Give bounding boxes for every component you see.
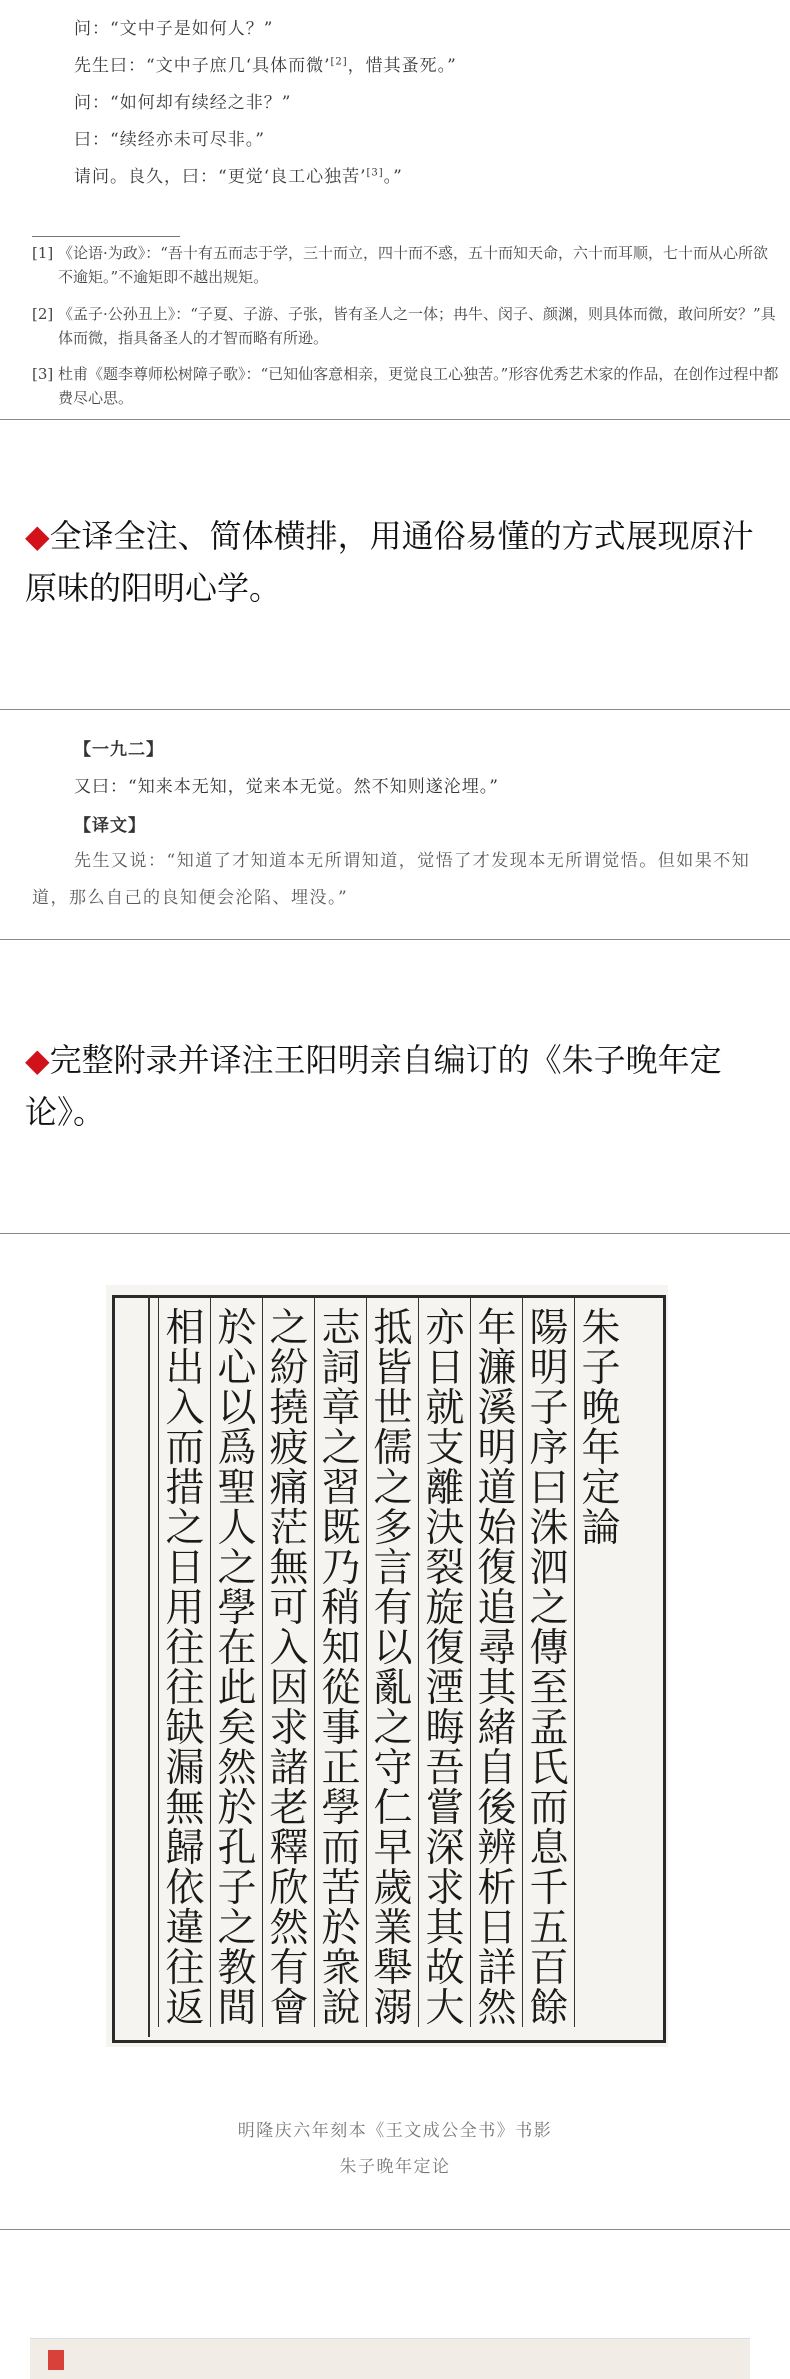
scan-character: 措 bbox=[165, 1466, 205, 1511]
scan-character: 孔 bbox=[217, 1826, 257, 1871]
scan-character: 衆 bbox=[321, 1946, 361, 1991]
scan-character: 追 bbox=[477, 1586, 517, 1631]
scan-character: 言 bbox=[373, 1546, 413, 1591]
scan-character: 至 bbox=[529, 1666, 569, 1711]
scan-character: 裂 bbox=[425, 1546, 465, 1591]
scan-character: 尋 bbox=[477, 1626, 517, 1671]
scan-character: 矣 bbox=[217, 1706, 257, 1751]
scan-character: 茫 bbox=[269, 1506, 309, 1551]
scan-character: 於 bbox=[321, 1906, 361, 1951]
scan-character: 決 bbox=[425, 1506, 465, 1551]
dialogue-line-2 bbox=[74, 51, 457, 76]
dialogue-text: 先生曰：“文中子庶几‘具体而微’ bbox=[74, 56, 331, 76]
scan-character: 知 bbox=[321, 1626, 361, 1671]
scan-character: 正 bbox=[321, 1746, 361, 1791]
scan-text-column bbox=[470, 1297, 523, 2031]
scan-text-column bbox=[418, 1297, 471, 2031]
scan-character: 用 bbox=[165, 1586, 205, 1631]
scan-character: 違 bbox=[165, 1906, 205, 1951]
footnote-ref[interactable]: [3] bbox=[366, 167, 384, 179]
footnote-text: 杜甫《题李尊师松树障子歌》：“已知仙客意相亲，更觉良工心独苦。”形容优秀艺术家的作品，在创作过程中都费尽心思。 bbox=[58, 365, 779, 407]
dialogue-text: 问：“如何却有续经之非？” bbox=[74, 93, 292, 113]
scan-character: 漏 bbox=[165, 1746, 205, 1791]
footnote-text: 《论语·为政》：“吾十有五而志于学，三十而立，四十而不惑，五十而知天命，六十而耳顺，七十而从心所欲不逾矩。”不逾矩即不越出规矩。 bbox=[58, 244, 768, 286]
scan-character: 之 bbox=[217, 1546, 257, 1591]
scan-character: 往 bbox=[165, 1666, 205, 1711]
section-divider bbox=[0, 1233, 790, 1234]
scan-character: 缺 bbox=[165, 1706, 205, 1751]
scan-character: 多 bbox=[373, 1506, 413, 1551]
scan-character: 之 bbox=[529, 1586, 569, 1631]
scan-character: 人 bbox=[217, 1506, 257, 1551]
scan-character: 溺 bbox=[373, 1986, 413, 2031]
scan-character: 間 bbox=[217, 1986, 257, 2031]
scan-character: 道 bbox=[477, 1466, 517, 1511]
scan-character: 氏 bbox=[529, 1746, 569, 1791]
scan-character: 欣 bbox=[269, 1866, 309, 1911]
scan-character: 日 bbox=[165, 1546, 205, 1591]
scan-character: 因 bbox=[269, 1666, 309, 1711]
feature-text: 完整附录并译注王阳明亲自编订的《朱子晚年定论》。 bbox=[25, 1041, 722, 1131]
scan-character: 日 bbox=[425, 1346, 465, 1391]
scan-character: 湮 bbox=[425, 1666, 465, 1711]
dialogue-line-4 bbox=[74, 125, 265, 150]
scan-character: 息 bbox=[529, 1826, 569, 1871]
scan-character: 傳 bbox=[529, 1626, 569, 1671]
scan-character: 復 bbox=[425, 1626, 465, 1671]
entry-original-text: 又曰：“知来本无知，觉来本无觉。然不知则遂沦埋。” bbox=[74, 777, 499, 797]
section-divider bbox=[0, 939, 790, 940]
scan-character: 老 bbox=[269, 1786, 309, 1831]
scan-character: 辨 bbox=[477, 1826, 517, 1871]
scan-character: 百 bbox=[529, 1946, 569, 1991]
scan-character: 志 bbox=[321, 1306, 361, 1351]
scan-character: 朱 bbox=[581, 1306, 621, 1351]
scan-character: 定 bbox=[581, 1466, 621, 1511]
scan-character: 子 bbox=[529, 1386, 569, 1431]
scan-character: 其 bbox=[425, 1906, 465, 1951]
scan-character: 子 bbox=[217, 1866, 257, 1911]
scan-text-column bbox=[262, 1297, 315, 2031]
scan-character: 亦 bbox=[425, 1306, 465, 1351]
footnote-1 bbox=[32, 241, 780, 289]
footnote-divider bbox=[32, 236, 180, 237]
scan-character: 入 bbox=[165, 1386, 205, 1431]
scan-character: 其 bbox=[477, 1666, 517, 1711]
scan-character: 苦 bbox=[321, 1866, 361, 1911]
dialogue-text-after: ，惜其蚤死。” bbox=[347, 56, 457, 76]
scan-character: 稍 bbox=[321, 1586, 361, 1631]
scan-character: 聖 bbox=[217, 1466, 257, 1511]
scan-character: 可 bbox=[269, 1586, 309, 1631]
scan-character: 世 bbox=[373, 1386, 413, 1431]
scan-character: 往 bbox=[165, 1626, 205, 1671]
scan-character: 然 bbox=[477, 1986, 517, 2031]
scan-title-column bbox=[574, 1297, 627, 2027]
scan-character: 之 bbox=[321, 1426, 361, 1471]
scan-character: 返 bbox=[165, 1986, 205, 2031]
scan-character: 從 bbox=[321, 1666, 361, 1711]
feature-banner-1 bbox=[25, 510, 770, 614]
dialogue-line-5 bbox=[74, 162, 403, 187]
scan-text-column bbox=[522, 1297, 575, 2031]
scan-character: 釋 bbox=[269, 1826, 309, 1871]
image-subcaption: 朱子晚年定论 bbox=[339, 2157, 451, 2177]
scan-character: 序 bbox=[529, 1426, 569, 1471]
scan-character: 子 bbox=[581, 1346, 621, 1391]
scan-character: 舉 bbox=[373, 1946, 413, 1991]
scan-character: 支 bbox=[425, 1426, 465, 1471]
scan-character: 守 bbox=[373, 1746, 413, 1791]
scan-character: 陽 bbox=[529, 1306, 569, 1351]
scan-character: 皆 bbox=[373, 1346, 413, 1391]
section-divider bbox=[0, 419, 790, 420]
scan-character: 濂 bbox=[477, 1346, 517, 1391]
footnote-ref[interactable]: [2] bbox=[330, 56, 348, 68]
scan-character: 紛 bbox=[269, 1346, 309, 1391]
scan-character: 無 bbox=[165, 1786, 205, 1831]
scan-character: 依 bbox=[165, 1866, 205, 1911]
scan-character: 以 bbox=[373, 1626, 413, 1671]
page-margin bbox=[112, 1295, 150, 2037]
diamond-icon: ◆ bbox=[25, 1041, 50, 1079]
scan-character: 後 bbox=[477, 1786, 517, 1831]
book-page-scan bbox=[106, 1285, 668, 2047]
scan-character: 亂 bbox=[373, 1666, 413, 1711]
scan-character: 日 bbox=[477, 1906, 517, 1951]
scan-character: 往 bbox=[165, 1946, 205, 1991]
scan-character: 然 bbox=[269, 1906, 309, 1951]
scan-text-column bbox=[366, 1297, 419, 2031]
scan-character: 歸 bbox=[165, 1826, 205, 1871]
scan-character: 析 bbox=[477, 1866, 517, 1911]
footnote-3 bbox=[32, 362, 780, 410]
dialogue-text: 请问。良久，曰：“更觉‘良工心独苦’ bbox=[74, 167, 367, 187]
section-divider bbox=[0, 2229, 790, 2230]
scan-character: 溪 bbox=[477, 1386, 517, 1431]
scan-character: 晦 bbox=[425, 1706, 465, 1751]
scan-character: 有 bbox=[269, 1946, 309, 1991]
scan-character: 入 bbox=[269, 1626, 309, 1671]
scan-character: 相 bbox=[165, 1306, 205, 1351]
scan-character: 而 bbox=[529, 1786, 569, 1831]
scan-character: 之 bbox=[269, 1306, 309, 1351]
scan-character: 學 bbox=[321, 1786, 361, 1831]
scan-character: 之 bbox=[373, 1466, 413, 1511]
scan-character: 教 bbox=[217, 1946, 257, 1991]
scan-character: 始 bbox=[477, 1506, 517, 1551]
scan-character: 詳 bbox=[477, 1946, 517, 1991]
scan-character: 學 bbox=[217, 1586, 257, 1631]
scan-character: 既 bbox=[321, 1506, 361, 1551]
scan-character: 旋 bbox=[425, 1586, 465, 1631]
scan-character: 復 bbox=[477, 1546, 517, 1591]
scan-character: 說 bbox=[321, 1986, 361, 2031]
scan-character: 事 bbox=[321, 1706, 361, 1751]
scan-character: 爲 bbox=[217, 1426, 257, 1471]
footnote-2 bbox=[32, 302, 780, 350]
scan-character: 無 bbox=[269, 1546, 309, 1591]
section-divider bbox=[0, 709, 790, 710]
scan-character: 業 bbox=[373, 1906, 413, 1951]
scan-character: 有 bbox=[373, 1586, 413, 1631]
scan-character: 仁 bbox=[373, 1786, 413, 1831]
image-caption: 明隆庆六年刻本《王文成公全书》书影 bbox=[237, 2121, 553, 2141]
scan-character: 儒 bbox=[373, 1426, 413, 1471]
dialogue-text-after: 。” bbox=[383, 167, 403, 187]
footnote-number: [2] bbox=[32, 305, 54, 323]
scan-character: 大 bbox=[425, 1986, 465, 2031]
scan-character: 早 bbox=[373, 1826, 413, 1871]
scan-character: 年 bbox=[477, 1306, 517, 1351]
dialogue-line-1 bbox=[74, 14, 273, 39]
scan-character: 詞 bbox=[321, 1346, 361, 1391]
scan-text-column bbox=[210, 1297, 263, 2031]
scan-character: 於 bbox=[217, 1786, 257, 1831]
scan-character: 在 bbox=[217, 1626, 257, 1671]
scan-character: 章 bbox=[321, 1386, 361, 1431]
dialogue-text: 问：“文中子是如何人？” bbox=[74, 19, 274, 39]
footnote-text: 《孟子·公孙丑上》：“子夏、子游、子张，皆有圣人之一体；冉牛、闵子、颜渊，则具体而微，敢问所安？”具体而微，指具备圣人的才智而略有所逊。 bbox=[58, 305, 776, 347]
scan-text-column bbox=[158, 1297, 211, 2031]
scan-character: 諸 bbox=[269, 1746, 309, 1791]
scan-character: 出 bbox=[165, 1346, 205, 1391]
scan-character: 求 bbox=[425, 1866, 465, 1911]
scan-character: 此 bbox=[217, 1666, 257, 1711]
scan-character: 千 bbox=[529, 1866, 569, 1911]
dialogue-text: 曰：“续经亦未可尽非。” bbox=[74, 130, 265, 150]
scan-character: 孟 bbox=[529, 1706, 569, 1751]
scan-character: 自 bbox=[477, 1746, 517, 1791]
scan-character: 年 bbox=[581, 1426, 621, 1471]
scan-character: 五 bbox=[529, 1906, 569, 1951]
feature-banner-2 bbox=[25, 1034, 770, 1138]
scan-character: 泗 bbox=[529, 1546, 569, 1591]
scan-character: 疲 bbox=[269, 1426, 309, 1471]
scan-character: 以 bbox=[217, 1386, 257, 1431]
book-cover-preview bbox=[30, 2338, 750, 2379]
footnote-number: [3] bbox=[32, 365, 54, 383]
entry-number: 【一九二】 bbox=[74, 740, 164, 760]
scan-character: 痛 bbox=[269, 1466, 309, 1511]
scan-character: 就 bbox=[425, 1386, 465, 1431]
dialogue-line-3 bbox=[74, 88, 291, 113]
scan-character: 離 bbox=[425, 1466, 465, 1511]
scan-character: 洙 bbox=[529, 1506, 569, 1551]
scan-character: 而 bbox=[165, 1426, 205, 1471]
scan-character: 吾 bbox=[425, 1746, 465, 1791]
scan-character: 歲 bbox=[373, 1866, 413, 1911]
scan-character: 習 bbox=[321, 1466, 361, 1511]
scan-character: 餘 bbox=[529, 1986, 569, 2031]
scan-character: 撓 bbox=[269, 1386, 309, 1431]
diamond-icon: ◆ bbox=[25, 517, 50, 555]
scan-text-column bbox=[314, 1297, 367, 2031]
scan-character: 曰 bbox=[529, 1466, 569, 1511]
translation-label: 【译文】 bbox=[74, 816, 146, 836]
scan-character: 之 bbox=[217, 1906, 257, 1951]
scan-character: 故 bbox=[425, 1946, 465, 1991]
scan-character: 論 bbox=[581, 1506, 621, 1551]
scan-character: 之 bbox=[373, 1706, 413, 1751]
scan-character: 乃 bbox=[321, 1546, 361, 1591]
scan-character: 明 bbox=[477, 1426, 517, 1471]
scan-character: 嘗 bbox=[425, 1786, 465, 1831]
scan-character: 會 bbox=[269, 1986, 309, 2031]
cover-seal bbox=[48, 2350, 64, 2370]
scan-character: 深 bbox=[425, 1826, 465, 1871]
scan-character: 於 bbox=[217, 1306, 257, 1351]
scan-character: 而 bbox=[321, 1826, 361, 1871]
feature-text: 全译全注、简体横排，用通俗易懂的方式展现原汁原味的阳明心学。 bbox=[25, 517, 754, 607]
scan-character: 明 bbox=[529, 1346, 569, 1391]
scan-character: 求 bbox=[269, 1706, 309, 1751]
scan-character: 緒 bbox=[477, 1706, 517, 1751]
scan-character: 抵 bbox=[373, 1306, 413, 1351]
footnote-number: [1] bbox=[32, 244, 54, 262]
scan-character: 晚 bbox=[581, 1386, 621, 1431]
translation-text: 先生又说：“知道了才知道本无所谓知道，觉悟了才发现本无所谓觉悟。但如果不知道，那么自己的良知便会沦陷、埋没。” bbox=[32, 851, 751, 908]
scan-character: 心 bbox=[217, 1346, 257, 1391]
scan-character: 然 bbox=[217, 1746, 257, 1791]
scan-character: 之 bbox=[165, 1506, 205, 1551]
